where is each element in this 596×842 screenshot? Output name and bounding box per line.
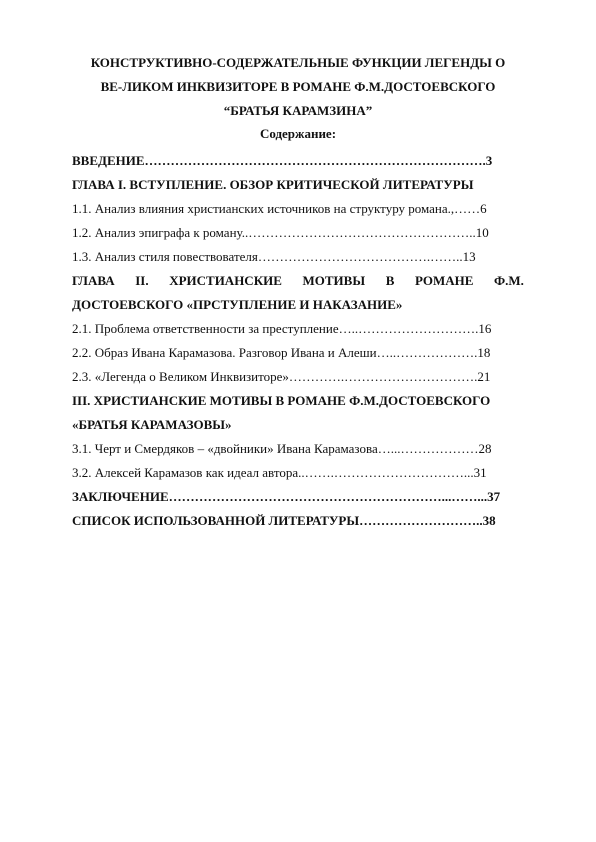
toc-entry-1-2: 1.2. Анализ эпиграфа к роману..……………………………………………..10 [72,225,489,240]
toc-word: ХРИСТИАНСКИЕ [169,273,282,288]
toc-entry-2-2: 2.2. Образ Ивана Карамазова. Разговор Ивана и Алеши…..……………….18 [72,345,491,360]
toc-word: II. [135,273,149,288]
toc-entry-bibliography: СПИСОК ИСПОЛЬЗОВАННОЙ ЛИТЕРАТУРЫ………………………..38 [72,513,496,528]
document-title [72,51,524,123]
toc-entry-chapter-2-cont: ДОСТОЕВСКОГО «ПРСТУПЛЕНИЕ И НАКАЗАНИЕ» [72,297,403,312]
toc-word: ГЛАВА [72,273,115,288]
toc-word: Ф.М. [493,273,524,288]
toc-entry-introduction: ВВЕДЕНИЕ…………………………………………………………………….3 [72,153,493,168]
toc-entry-chapter-3: III. ХРИСТИАНСКИЕ МОТИВЫ В РОМАНЕ Ф.М.ДОСТОЕВСКОГО [72,393,491,408]
toc-word: В [385,273,395,288]
toc-entry-2-1: 2.1. Проблема ответственности за преступление…..……………………….16 [72,321,492,336]
toc-word: РОМАНЕ [414,273,474,288]
toc-word: МОТИВЫ [302,273,366,288]
title-line-1: КОНСТРУКТИВНО-СОДЕРЖАТЕЛЬНЫЕ ФУНКЦИИ ЛЕГЕНДЫ О [90,55,506,70]
toc-entry-chapter-3-cont: «БРАТЬЯ КАРАМАЗОВЫ» [72,417,232,432]
toc-entry-1-1: 1.1. Анализ влияния христианских источников на структуру романа.,……6 [72,201,487,216]
toc-entry-chapter-1: ГЛАВА I. ВСТУПЛЕНИЕ. ОБЗОР КРИТИЧЕСКОЙ ЛИТЕРАТУРЫ [72,177,474,192]
toc-entry-chapter-2 [72,269,524,293]
toc-entry-3-2: 3.2. Алексей Карамазов как идеал автора..…….…………………………...31 [72,465,487,480]
contents-heading: Содержание: [259,126,337,141]
table-of-contents [72,149,524,533]
toc-entry-3-1: 3.1. Черт и Смердяков – «двойники» Ивана Карамазова…...………………28 [72,441,492,456]
toc-entry-1-3: 1.3. Анализ стиля повествователя………………………………….……..13 [72,249,476,264]
title-line-3: “БРАТЬЯ КАРАМЗИНА” [223,103,373,118]
toc-entry-2-3: 2.3. «Легенда о Великом Инквизиторе»………….………………………….21 [72,369,491,384]
toc-entry-conclusion: ЗАКЛЮЧЕНИЕ………………………………………………………...……...37 [72,489,501,504]
title-line-2: ВЕ-ЛИКОМ ИНКВИЗИТОРЕ В РОМАНЕ Ф.М.ДОСТОЕВСКОГО [100,79,496,94]
